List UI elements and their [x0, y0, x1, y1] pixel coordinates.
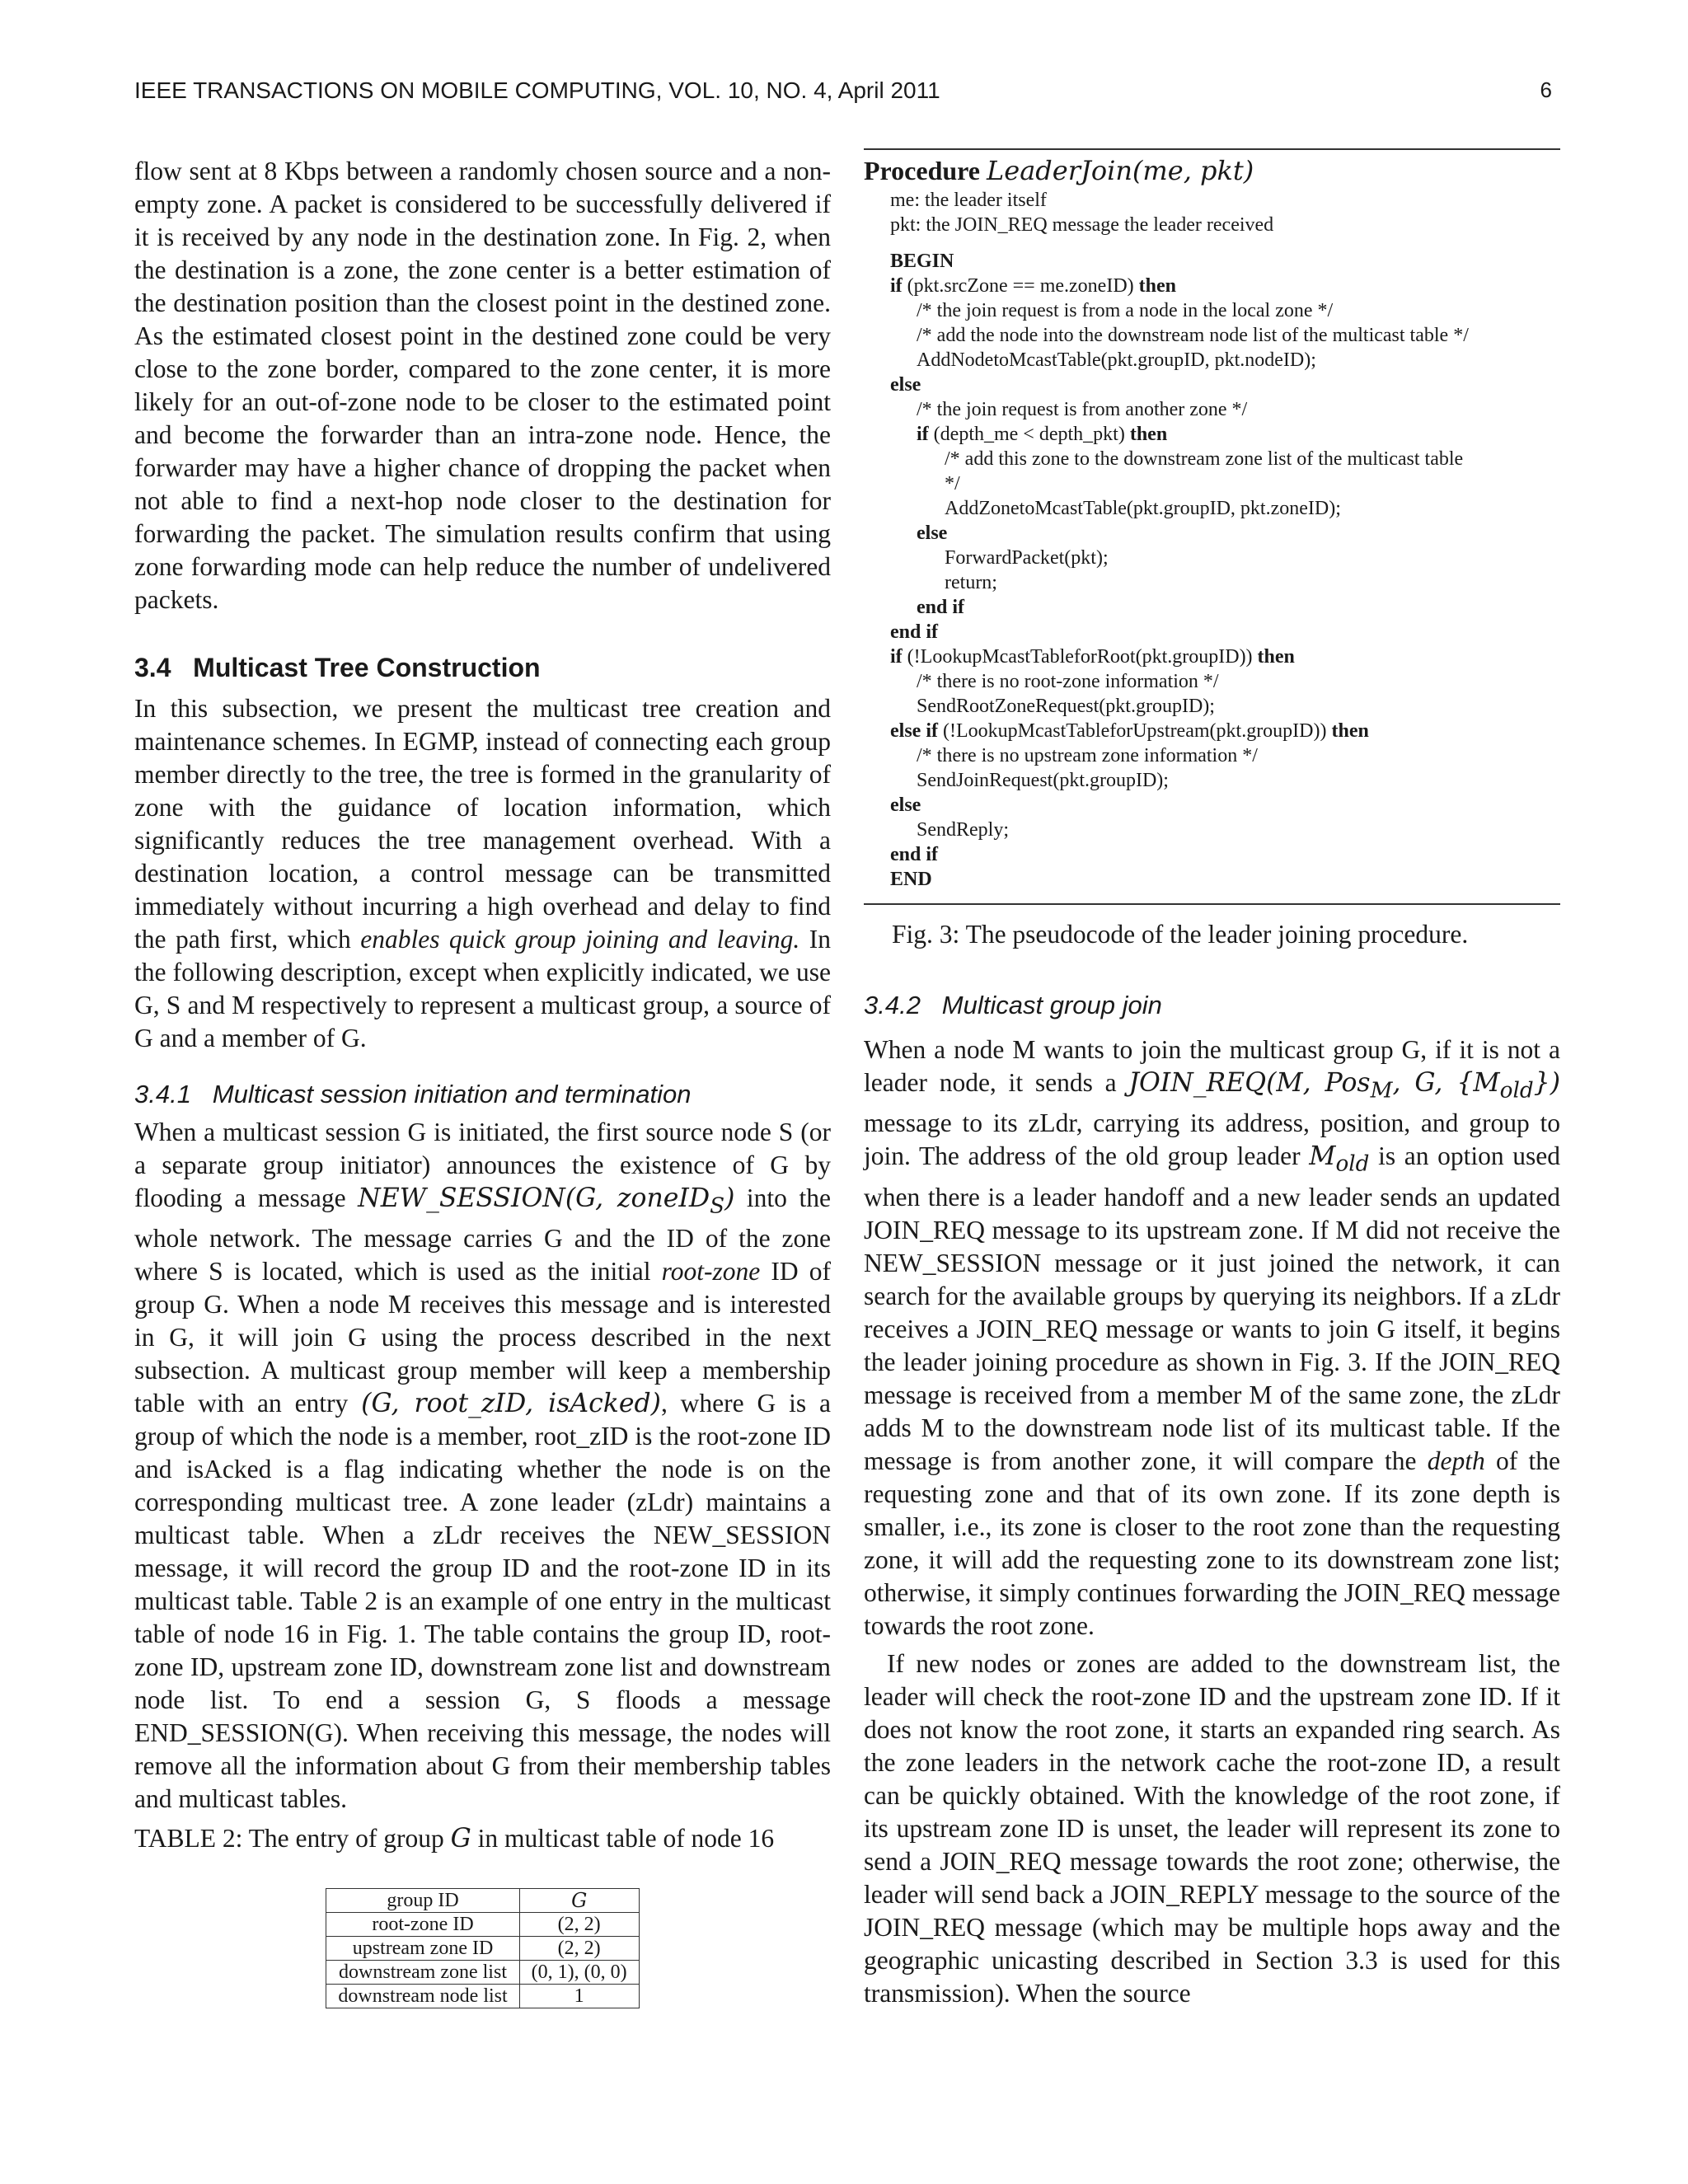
procedure-title: [864, 153, 1560, 188]
math-text: JOIN_REQ(M, Pos: [1128, 1068, 1371, 1098]
paragraph-session-initiation: [134, 1116, 831, 1816]
figure-3-caption: Fig. 3: The pseudocode of the leader joining procedure.: [892, 920, 1469, 949]
procedure-line: ForwardPacket(pkt);: [945, 547, 1109, 569]
procedure-line: AddZonetoMcastTable(pkt.groupID, pkt.zoneID);: [945, 498, 1341, 519]
journal-title: IEEE TRANSACTIONS ON MOBILE COMPUTING, VOL. 10, NO. 4, April 2011: [134, 77, 940, 103]
emphasis-text: enables quick group joining and leaving.: [360, 925, 800, 954]
table-cell-label: downstream zone list: [326, 1961, 519, 1985]
procedure-line: else: [917, 523, 948, 544]
paragraph-downstream-list: If new nodes or zones are added to the downstream list, the leader will check the root-zone ID and the upstream zone ID. If it does not know the root zone, it starts an expanded ring search. As the zone leaders in the network cache the root-zone ID, a result can be quickly obtained. With the knowledge of the root zone, if its upstream zone ID is unset, the leader will represent its zone to send a JOIN_REQ message towards the root zone; otherwise, the leader will send back a JOIN_REPLY message to the source of the JOIN_REQ message (which may be multiple hops away and the geographic unicasting described in Section 3.3 is used for this transmission). When the source: [864, 1648, 1560, 2008]
text-span: is an option used when there is a leader handoff and a new leader sends an updated JOIN_REQ message to its upstream zone. If M did not receive the NEW_SESSION message or it just joined the network, it can search for the available groups by querying its neighbors. If a zLdr receives a JOIN_REQ message or wants to join G itself, it begins the leader joining procedure as shown in Fig. 3. If the JOIN_REQ message is received from a member M of the same zone, the zLdr adds M to the downstream node list of its multicast table. If the message is from another zone, it will compare the: [864, 1141, 1560, 1475]
emphasis-text: root-zone: [661, 1257, 761, 1286]
procedure-line: end if: [890, 844, 939, 865]
math-join-req: [1128, 1068, 1560, 1104]
caption-text: in multicast table of node 16: [471, 1824, 775, 1854]
table-cell-label: upstream zone ID: [326, 1937, 519, 1961]
left-column: [134, 148, 831, 2008]
text-span: In this subsection, we present the multicast tree creation and maintenance schemes. In EGMP, instead of connecting each group member directly to the tree, the tree is formed in the granularity of zone with the guidance of location information, which significantly reduces the tree management overhead. With a destination location, a control message can be transmitted immediately without incurring a high overhead and delay to find the path first, which: [134, 694, 831, 954]
line-gap: [864, 237, 1560, 249]
table-cell-value: 1: [519, 1985, 639, 2008]
section-3-4-heading: 3.4 Multicast Tree Construction: [134, 653, 541, 682]
procedure-line: END: [890, 869, 932, 890]
procedure-line: /* the join request is from another zone */: [917, 399, 1248, 420]
procedure-line: SendReply;: [917, 819, 1009, 841]
text-span: of the requesting zone and that of its own zone. If its zone depth is smaller, i.e., its zone is closer to the root zone than the requesting zone, it will add the requesting zone to its downstream zone list; otherwise, it simply continues forwarding the JOIN_REQ message towards the root zone.: [864, 1446, 1560, 1640]
math-old-leader: [1309, 1141, 1370, 1177]
caption-math: G: [450, 1824, 471, 1854]
math-membership-entry: (G, root_zID, isAcked): [361, 1389, 661, 1419]
procedure-line: if (pkt.srcZone == me.zoneID) then: [890, 275, 1176, 297]
math-text: }): [1533, 1068, 1560, 1098]
procedure-line: /* add the node into the downstream node list of the multicast table */: [917, 325, 1469, 346]
multicast-table-entry: [326, 1888, 639, 2008]
procedure-line: me: the leader itself: [890, 190, 1047, 211]
math-new-session: NEW_SESSION(G, zoneID$_S$): [358, 1183, 735, 1219]
procedure-line: /* there is no upstream zone information */: [917, 745, 1258, 766]
table-cell-label: group ID: [326, 1889, 519, 1913]
procedure-line: return;: [945, 572, 997, 593]
math-subscript: old: [1499, 1078, 1534, 1104]
procedure-line: AddNodetoMcastTable(pkt.groupID, pkt.nodeID);: [917, 349, 1316, 371]
section-3-4-2-heading: 3.4.2 Multicast group join: [864, 991, 1162, 1019]
table-row: [326, 1985, 639, 2008]
math-subscript: old: [1335, 1151, 1370, 1177]
procedure-keyword: Procedure: [864, 156, 980, 185]
page-number: 6: [1540, 77, 1552, 102]
math-text: , G, {M: [1392, 1068, 1500, 1098]
procedure-line: */: [945, 473, 960, 494]
text-span: into the whole network. The message carries G and the ID of the zone where S is located, which is used as the initial: [134, 1183, 831, 1286]
math-text: NEW_SESSION(G, zoneID: [358, 1183, 710, 1213]
text-span: In the following description, except when explicitly indicated, we use G, S and M respectively to represent a multicast group, a source of G and a member of G.: [134, 925, 831, 1052]
math-text: M: [1309, 1141, 1336, 1172]
table-cell-value: G: [519, 1889, 639, 1913]
text-span: ID of group G. When a node M receives this message and is interested in G, it will join G using the process described in the next subsection. A multicast group member will keep a membership table with an entry: [134, 1257, 831, 1418]
procedure-line: else: [890, 374, 921, 396]
text-span: message to its zLdr, carrying its address, position, and group to join. The address of the old group leader: [864, 1108, 1560, 1171]
table-cell-value: (0, 1), (0, 0): [519, 1961, 639, 1985]
paragraph-continued: flow sent at 8 Kbps between a randomly chosen source and a non-empty zone. A packet is considered to be successfully delivered if it is received by any node in the destination zone. In Fig. 2, when the destination is a zone, the zone center is a better estimation of the destination position than the closest point in the destined zone. As the estimated closest point in the destined zone could be very close to the zone border, compared to the zone center, it is more likely for an out-of-zone node to be closer to the estimated point and become the forwarder than an intra-zone node. Hence, the forwarder may have a higher chance of dropping the packet when not able to find a next-hop node closer to the destination for forwarding the packet. The simulation results confirm that using zone forwarding mode can help reduce the number of undelivered packets.: [134, 157, 831, 614]
procedure-line: end if: [917, 597, 965, 618]
math-subscript: S: [710, 1193, 725, 1219]
page-header: [134, 77, 1552, 110]
table-cell-value: (2, 2): [519, 1937, 639, 1961]
text-span: , where G is a group of which the node is a member, root_zID is the root-zone ID and isAcked is a flag indicating whether the node is on the corresponding multicast tree. A zone leader (zLdr) maintains a multicast table. When a zLdr receives the NEW_SESSION message, it will record the group ID and the root-zone ID in its multicast table. Table 2 is an example of one entry in the multicast table of node 16 in Fig. 1. The table contains the group ID, root-zone ID, upstream zone ID, downstream zone list and downstream node list. To end a session G, S floods a message END_SESSION(G). When receiving this message, the nodes will remove all the information about G from their membership tables and multicast tables.: [134, 1389, 831, 1814]
procedure-line: /* add this zone to the downstream zone list of the multicast table: [945, 448, 1464, 470]
procedure-line: /* there is no root-zone information */: [917, 671, 1219, 692]
text-span: When a multicast session G is initiated, the first source node S (or a separate group initiator) announces the existence of G by flooding a message: [134, 1118, 831, 1212]
procedure-line: SendJoinRequest(pkt.groupID);: [917, 770, 1169, 791]
text-span: When a node M wants to join the multicast group G, if it is not a leader node, it sends a: [864, 1035, 1560, 1097]
table-row: [326, 1937, 639, 1961]
procedure-line: pkt: the JOIN_REQ message the leader received: [890, 214, 1274, 236]
right-column: [864, 148, 1560, 2010]
table-cell-value: (2, 2): [519, 1913, 639, 1937]
procedure-name: LeaderJoin(me, pkt): [987, 155, 1254, 186]
procedure-line: BEGIN: [890, 251, 954, 272]
section-3-4-1-heading: 3.4.1 Multicast session initiation and termination: [134, 1080, 692, 1108]
table-cell-label: downstream node list: [326, 1985, 519, 2008]
leader-join-procedure: [864, 148, 1560, 905]
table-row: [326, 1889, 639, 1913]
procedure-line: if (depth_me < depth_pkt) then: [917, 424, 1168, 445]
table-row: [326, 1961, 639, 1985]
procedure-line: if (!LookupMcastTableforRoot(pkt.groupID)) then: [890, 646, 1295, 668]
paragraph-tree-construction: [134, 692, 831, 1055]
procedure-line: SendRootZoneRequest(pkt.groupID);: [917, 696, 1215, 717]
procedure-line: /* the join request is from a node in the local zone */: [917, 300, 1334, 321]
math-subscript: M: [1370, 1078, 1393, 1104]
paragraph-group-join: [864, 1033, 1560, 1643]
table-cell-label: root-zone ID: [326, 1913, 519, 1937]
emphasis-text: depth: [1427, 1446, 1485, 1475]
caption-text: TABLE 2: The entry of group: [134, 1824, 451, 1854]
procedure-body: [864, 188, 1560, 892]
procedure-line: end if: [890, 621, 939, 643]
procedure-line: else: [890, 794, 921, 816]
table-2-caption: [134, 1822, 831, 1855]
table-row: [326, 1913, 639, 1937]
procedure-line: else if (!LookupMcastTableforUpstream(pkt.groupID)) then: [890, 720, 1369, 742]
